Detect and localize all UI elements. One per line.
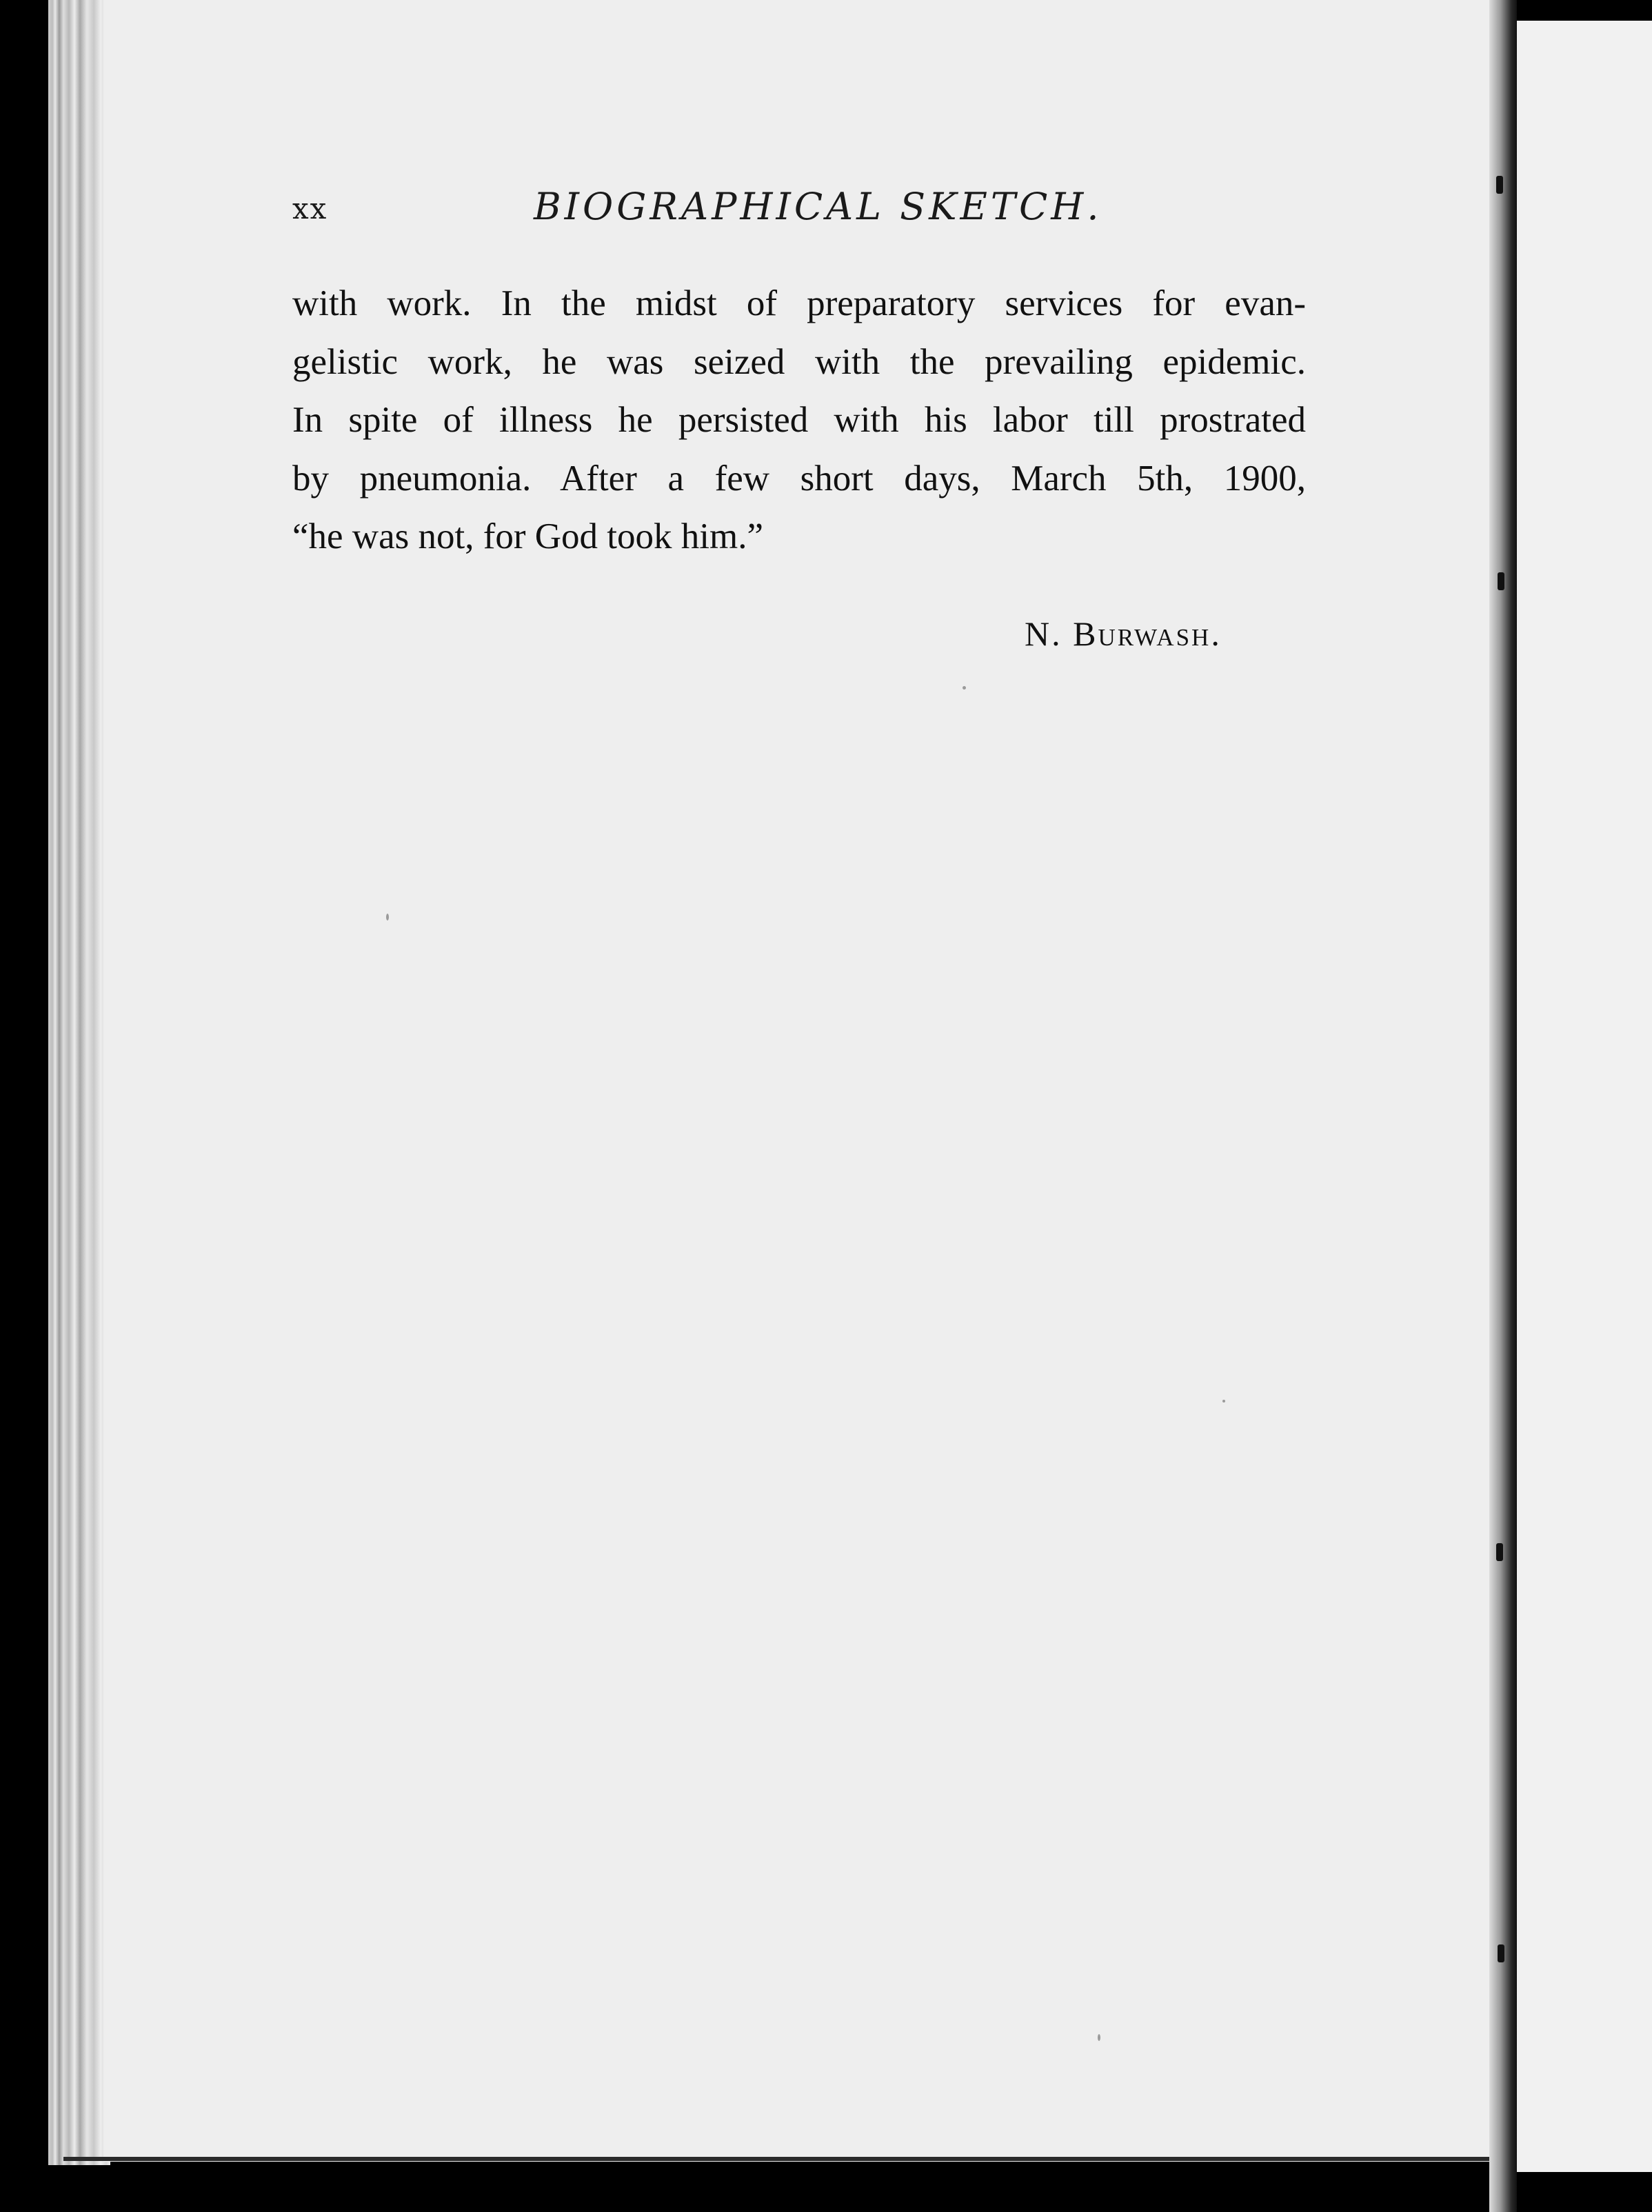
- page-number: xx: [292, 192, 328, 225]
- gutter-shadow: [1489, 0, 1517, 2212]
- text-line: In spite of illness he persisted with his labor till prostrated: [292, 400, 1306, 440]
- text-line: by pneumonia. After a few short days, March 5th, 1900,: [292, 458, 1306, 499]
- text-line: “he was not, for God took him.”: [292, 516, 763, 556]
- page-bottom-edge: [63, 2157, 1508, 2161]
- paper-speck: [386, 914, 389, 921]
- page-edge-stack: [48, 0, 110, 2165]
- facing-page-sliver: [1517, 21, 1652, 2172]
- author-signature: N. Burwash.: [1025, 614, 1222, 653]
- paper-speck: [1222, 1400, 1225, 1402]
- running-head-title: BIOGRAPHICAL SKETCH.: [534, 185, 1102, 228]
- facing-page-mark: [1496, 176, 1503, 194]
- facing-page-mark: [1496, 1543, 1503, 1561]
- text-line: gelistic work, he was seized with the prevailing epidemic.: [292, 341, 1306, 382]
- paper-speck: [963, 686, 966, 690]
- facing-page-mark: [1498, 572, 1504, 590]
- running-head: [292, 185, 1102, 233]
- body-paragraph: [292, 274, 1306, 566]
- paper-speck: [1098, 2034, 1100, 2041]
- text-line: with work. In the midst of preparatory services for evan-: [292, 283, 1306, 323]
- facing-page-mark: [1498, 1944, 1504, 1962]
